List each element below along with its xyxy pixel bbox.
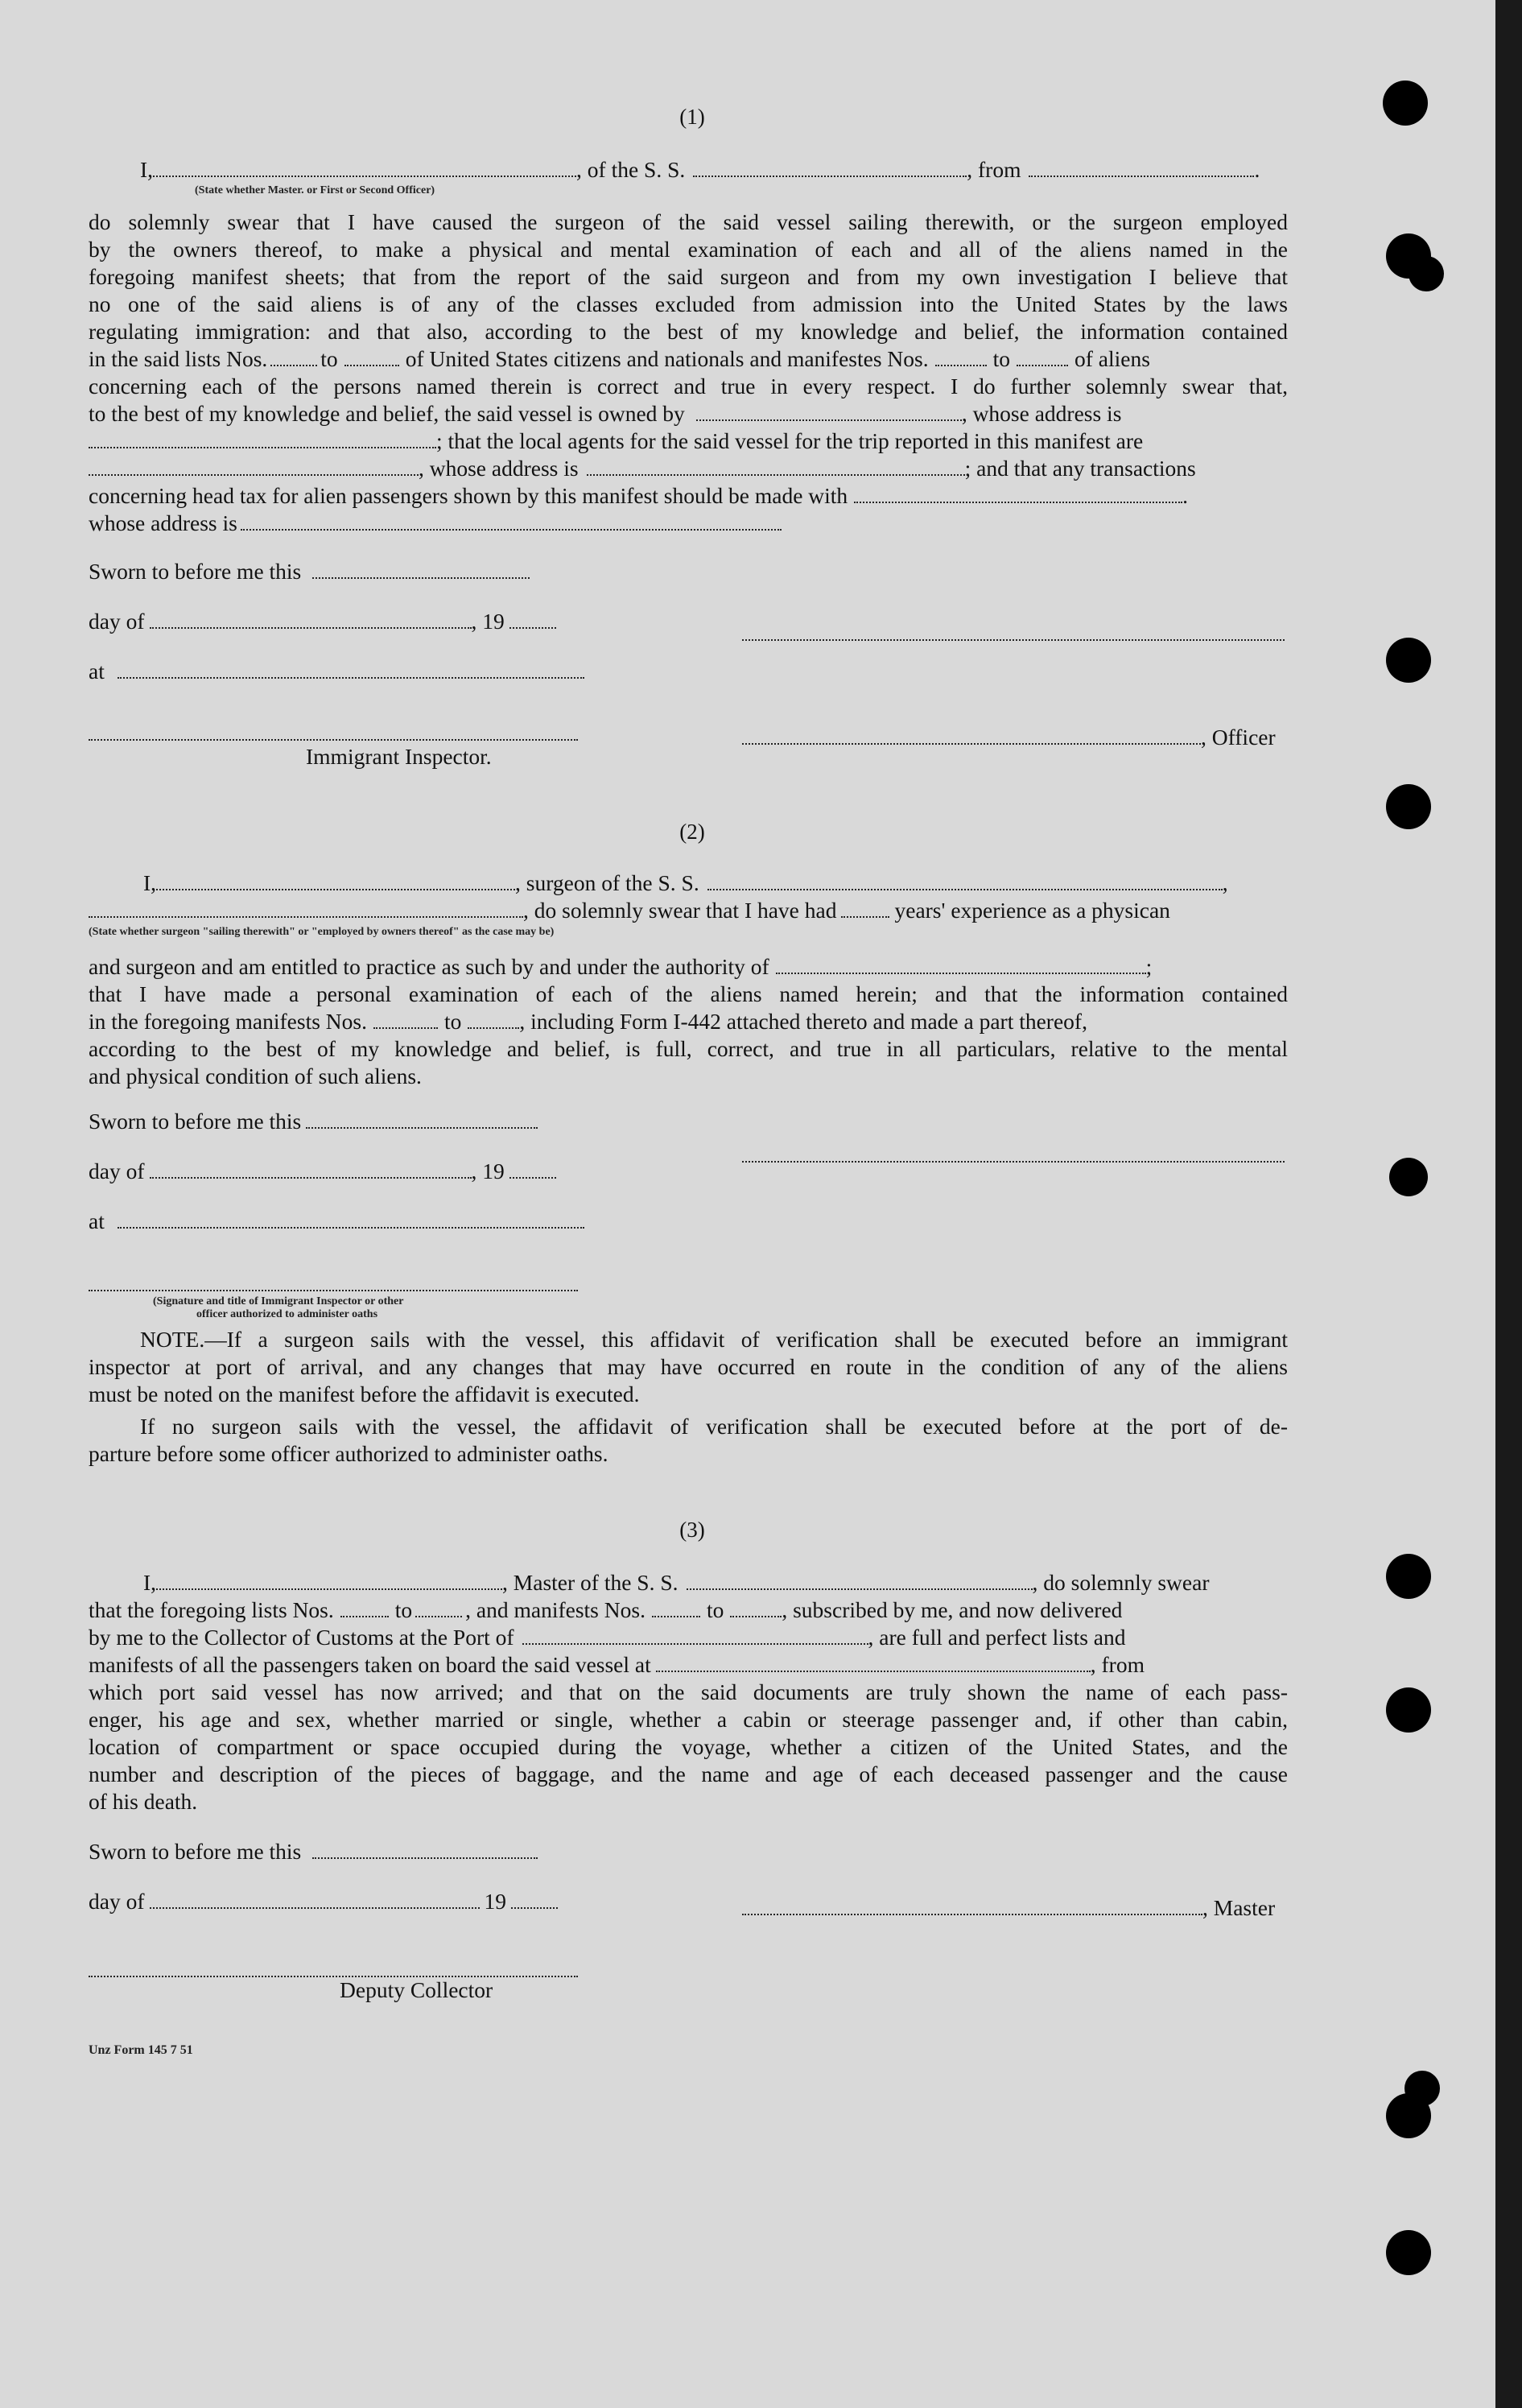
- agents-address-field[interactable]: [587, 456, 965, 476]
- s3-master: , Master: [742, 1894, 1305, 1922]
- s3-sworn: Sworn to before me this: [89, 1838, 1288, 1865]
- from-port-field[interactable]: [1029, 158, 1254, 177]
- s2-line-1: I, , surgeon of the S. S. ,: [143, 870, 1228, 895]
- s2-body-line: according to the best of my knowledge and belief, is full, correct, and true in all particulars, relative to the mental: [89, 1036, 1288, 1061]
- s1-line-12: concerning head tax for alien passengers shown by this manifest should be made with .: [89, 483, 1189, 508]
- owner-address-field[interactable]: [89, 429, 436, 448]
- s1-officer: , Officer: [742, 724, 1305, 751]
- surgeon-status-note: (State whether surgeon "sailing therewith" or "employed by owners thereof" as the case may be): [89, 926, 555, 938]
- s2-day-of: day of , 19: [89, 1158, 1288, 1185]
- s1-body-line: no one of the said aliens is of any of the classes excluded from admission into the United States by the laws: [89, 291, 1288, 316]
- s2-line-2: , do solemnly swear that I have had years' experience as a physican: [89, 897, 1288, 924]
- note-line: NOTE.—If a surgeon sails with the vessel, this affidavit of verification shall be executed before an immigrant: [140, 1327, 1288, 1352]
- vessel-name-field[interactable]: [693, 158, 967, 177]
- officer-name-line[interactable]: [742, 725, 1201, 745]
- s2-manifests-to-field[interactable]: [468, 1010, 519, 1029]
- s3-line-2: that the foregoing lists Nos. to , and manifests Nos. to , subscribed by me, and now delivered: [89, 1597, 1123, 1622]
- s2-line-3: and surgeon and am entitled to practice as such by and under the authority of ;: [89, 954, 1153, 979]
- local-agents-field[interactable]: [89, 456, 419, 476]
- s1-sworn: Sworn to before me this: [89, 558, 1288, 585]
- s3-year-field[interactable]: [511, 1890, 558, 1909]
- signature-note-1: (Signature and title of Immigrant Inspector or other: [153, 1295, 404, 1307]
- boarding-port-field[interactable]: [656, 1653, 1091, 1672]
- years-experience-field[interactable]: [841, 898, 889, 918]
- surgeon-status-field[interactable]: [89, 898, 523, 918]
- year-field[interactable]: [509, 609, 556, 629]
- lists-to-field[interactable]: [344, 347, 399, 366]
- punch-hole: [1386, 2230, 1431, 2275]
- inspector-signature-line[interactable]: [89, 721, 578, 741]
- s1-line-10: ; that the local agents for the said vessel for the trip reported in this manifest are: [89, 427, 1288, 455]
- lists-from-field[interactable]: [270, 347, 317, 366]
- officer-rank-field[interactable]: [153, 158, 576, 177]
- s1-line-11: , whose address is ; and that any transactions: [89, 455, 1288, 482]
- manifests-to-field[interactable]: [1017, 347, 1068, 366]
- scan-edge: [1495, 0, 1522, 2408]
- note-line: If no surgeon sails with the vessel, the affidavit of verification shall be executed before at the port of de-: [140, 1414, 1288, 1439]
- section-1-heading: (1): [679, 105, 705, 129]
- s1-body-line: concerning each of the persons named therein is correct and true in every respect. I do further solemnly swear that,: [89, 374, 1288, 399]
- s3-body-line: location of compartment or space occupied during the voyage, whether a citizen of the United States, and the: [89, 1734, 1288, 1759]
- s2-line-5: in the foregoing manifests Nos. to , including Form I-442 attached thereto and made a part thereof,: [89, 1009, 1087, 1034]
- s3-manifests-from-field[interactable]: [652, 1598, 700, 1617]
- s2-sworn: Sworn to before me this: [89, 1108, 1288, 1135]
- s1-at: at: [89, 658, 1288, 685]
- note-line: parture before some officer authorized to administer oaths.: [89, 1441, 608, 1466]
- punch-hole: [1389, 1158, 1428, 1196]
- s1-line-9: to the best of my knowledge and belief, the said vessel is owned by , whose address is: [89, 401, 1122, 426]
- s3-line-1: I, , Master of the S. S. , do solemnly swear: [143, 1570, 1210, 1595]
- s3-body-line: which port said vessel has now arrived; and that on the said documents are truly shown the name of each pass-: [89, 1679, 1288, 1704]
- s3-body-line: of his death.: [89, 1789, 198, 1814]
- s1-body-line: foregoing manifest sheets; that from the report of the said surgeon and from my own investigation I believe that: [89, 264, 1288, 289]
- s2-inspector-signature-line[interactable]: [89, 1272, 578, 1291]
- s2-manifests-from-field[interactable]: [373, 1010, 438, 1029]
- s3-day-of: day of 19: [89, 1888, 1288, 1915]
- s2-at-field[interactable]: [118, 1209, 584, 1229]
- s3-sworn-date-field[interactable]: [312, 1840, 538, 1859]
- s3-lists-from-field[interactable]: [340, 1598, 389, 1617]
- s1-line-7: in the said lists Nos. to of United States citizens and nationals and manifestes Nos. to of aliens: [89, 346, 1150, 371]
- s3-manifests-to-field[interactable]: [730, 1598, 782, 1617]
- s3-day-of-field[interactable]: [150, 1890, 480, 1909]
- sworn-date-field[interactable]: [312, 560, 530, 579]
- s3-lists-to-field[interactable]: [415, 1598, 462, 1617]
- s1-day-of: day of , 19: [89, 608, 1288, 635]
- deputy-collector-label: Deputy Collector: [340, 1977, 493, 2002]
- s2-day-of-field[interactable]: [150, 1159, 472, 1179]
- s1-line-13: whose address is: [89, 510, 1288, 537]
- owner-field[interactable]: [696, 402, 962, 421]
- s3-body-line: number and description of the pieces of baggage, and the name and age of each deceased passenger and the cause: [89, 1762, 1288, 1786]
- officer-rank-note: (State whether Master. or First or Second Officer): [195, 184, 435, 196]
- punch-hole: [1386, 1687, 1431, 1733]
- punch-hole: [1404, 2071, 1440, 2106]
- note-line: inspector at port of arrival, and any changes that may have occurred en route in the condition of any of the aliens: [89, 1354, 1288, 1379]
- s3-vessel-field[interactable]: [687, 1571, 1033, 1590]
- s2-at: at: [89, 1208, 1288, 1235]
- form-id: Unz Form 145 7 51: [89, 2043, 193, 2057]
- punch-hole: [1386, 1554, 1431, 1599]
- note-line: must be noted on the manifest before the affidavit is executed.: [89, 1382, 640, 1406]
- s3-line-3: by me to the Collector of Customs at the Port of , are full and perfect lists and: [89, 1625, 1126, 1650]
- manifests-from-field[interactable]: [935, 347, 987, 366]
- s3-body-line: enger, his age and sex, whether married or single, whether a cabin or steerage passenger and, if other than cabin,: [89, 1707, 1288, 1732]
- day-of-field[interactable]: [150, 609, 472, 629]
- surgeon-vessel-field[interactable]: [707, 871, 1223, 890]
- master-signature-line[interactable]: [742, 1896, 1202, 1915]
- head-tax-field[interactable]: [854, 484, 1182, 503]
- signature-note-2: officer authorized to administer oaths: [196, 1308, 378, 1320]
- s2-body-line: that I have made a personal examination of each of the aliens named herein; and that the information contained: [89, 981, 1288, 1006]
- section-3-heading: (3): [679, 1518, 705, 1542]
- punch-hole: [1383, 81, 1428, 126]
- head-tax-address-field[interactable]: [241, 511, 782, 531]
- surgeon-name-field[interactable]: [156, 871, 515, 890]
- immigrant-inspector-label: Immigrant Inspector.: [306, 744, 492, 769]
- punch-hole: [1386, 784, 1431, 829]
- punch-hole: [1409, 256, 1444, 291]
- at-field[interactable]: [118, 659, 584, 679]
- master-name-field[interactable]: [156, 1571, 502, 1590]
- port-field[interactable]: [522, 1625, 868, 1645]
- s2-body-line: and physical condition of such aliens.: [89, 1064, 422, 1088]
- s3-line-4: manifests of all the passengers taken on board the said vessel at , from: [89, 1652, 1145, 1677]
- s2-year-field[interactable]: [509, 1159, 556, 1179]
- deputy-signature-line[interactable]: [89, 1958, 578, 1977]
- s1-body-line: regulating immigration: and that also, according to the best of my knowledge and belief, the information contained: [89, 319, 1288, 344]
- authority-field[interactable]: [776, 955, 1146, 974]
- s1-line-1: I, , of the S. S. , from .: [140, 157, 1260, 182]
- s1-body-line: do solemnly swear that I have caused the surgeon of the said vessel sailing therewith, or the surgeon employed: [89, 209, 1288, 234]
- section-2-heading: (2): [679, 820, 705, 844]
- s2-sworn-date-field[interactable]: [306, 1109, 538, 1129]
- s1-body-line: by the owners thereof, to make a physical and mental examination of each and all of the aliens named in the: [89, 237, 1288, 262]
- officer-signature-line[interactable]: [742, 622, 1285, 641]
- punch-hole: [1386, 638, 1431, 683]
